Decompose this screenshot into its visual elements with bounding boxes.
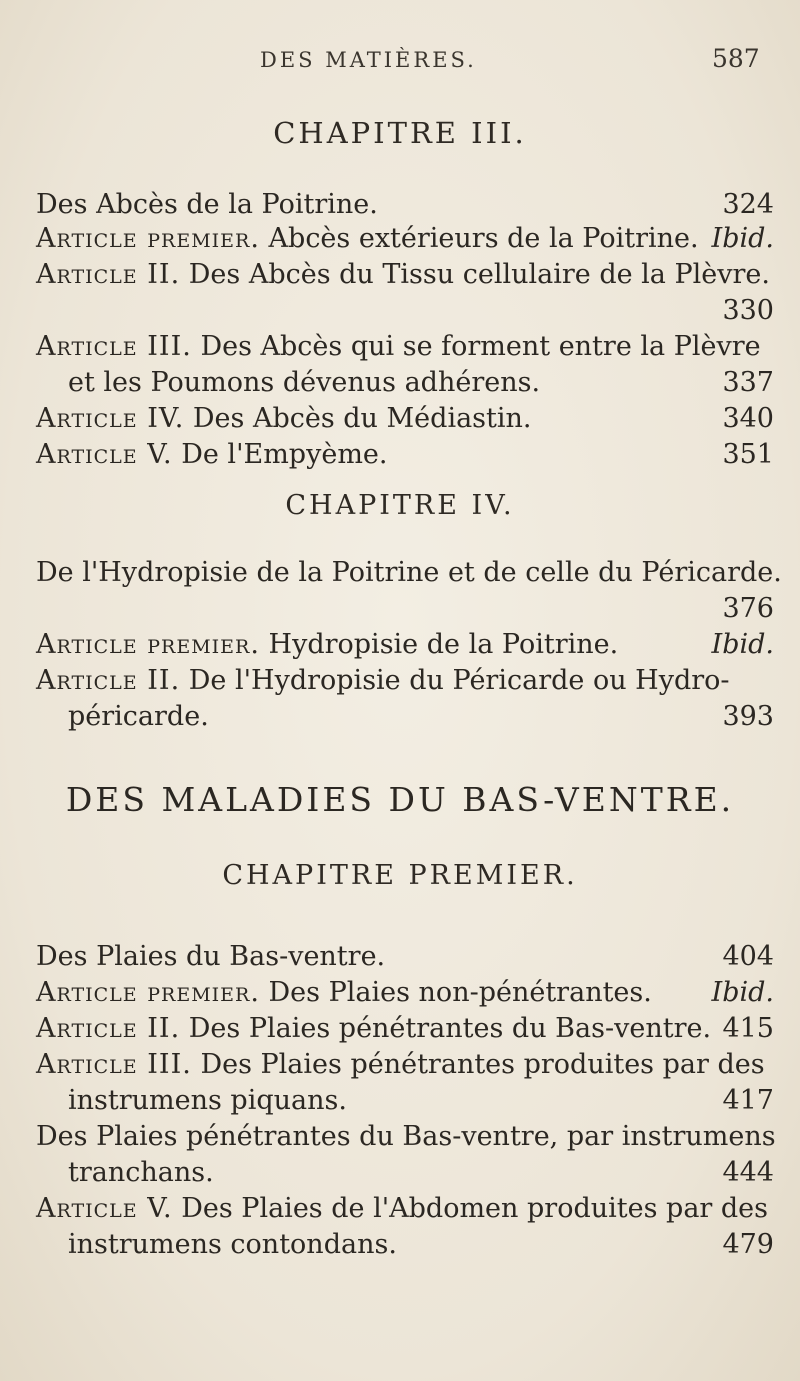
toc-entry-page: 351 [722, 439, 774, 470]
toc-entry[interactable] [36, 188, 774, 222]
article-label: Article premier. [36, 629, 260, 660]
toc-entry-text: tranchans. [68, 1157, 214, 1188]
toc-entry-text: Des Plaies du Bas-ventre. [36, 941, 386, 972]
toc-entry[interactable] [36, 1048, 774, 1082]
toc-entry-continuation[interactable] [68, 1156, 774, 1190]
toc-entry-text: Abcès extérieurs de la Poitrine. [268, 223, 699, 254]
toc-entry[interactable] [36, 976, 774, 1010]
toc-entry-text: Des Abcès qui se forment entre la Plèvre [200, 331, 761, 362]
toc-entry[interactable] [36, 1192, 774, 1226]
page-number: 587 [712, 44, 760, 73]
toc-entry-continuation[interactable] [68, 366, 774, 400]
toc-entry-text: instrumens contondans. [68, 1229, 397, 1260]
article-label: Article V. [36, 1193, 173, 1224]
toc-entry-page: Ibid. [711, 629, 774, 660]
toc-entry-text: Des Plaies non-pénétrantes. [268, 977, 652, 1008]
article-label: Article II. [36, 1013, 181, 1044]
toc-entry-page: 393 [722, 701, 774, 732]
article-label: Article II. [36, 259, 181, 290]
toc-entry-text: Des Abcès du Médiastin. [192, 403, 532, 434]
toc-entry-page: 324 [722, 189, 774, 220]
article-label: Article IV. [36, 403, 185, 434]
toc-entry[interactable] [36, 628, 774, 662]
toc-entry-text: Des Plaies de l'Abdomen produites par des [181, 1193, 769, 1224]
toc-entry-page: 340 [722, 403, 774, 434]
toc-entry[interactable] [36, 438, 774, 472]
toc-entry-text: Des Plaies pénétrantes du Bas-ventre, par instrumens [36, 1121, 776, 1152]
toc-entry-text: et les Poumons dévenus adhérens. [68, 367, 541, 398]
toc-entry[interactable] [36, 556, 782, 590]
toc-entry-page: 444 [722, 1157, 774, 1188]
toc-entry[interactable] [36, 1012, 774, 1046]
toc-entry-text: Des Plaies pénétrantes produites par des [200, 1049, 765, 1080]
article-label: Article V. [36, 439, 173, 470]
article-label: Article premier. [36, 977, 260, 1008]
toc-entry[interactable] [36, 222, 774, 256]
article-label: Article III. [36, 331, 192, 362]
chapter-3-heading: CHAPITRE III. [273, 116, 527, 150]
toc-entry-text: De l'Empyème. [181, 439, 388, 470]
toc-entry-text: De l'Hydropisie de la Poitrine et de celle du Péricarde. [36, 557, 782, 588]
toc-entry[interactable] [36, 330, 774, 364]
chapter-1-heading: CHAPITRE PREMIER. [222, 860, 578, 891]
toc-entry-page: Ibid. [711, 977, 774, 1008]
section-title: DES MALADIES DU BAS-VENTRE. [65, 780, 735, 819]
toc-entry-page: 330 [722, 295, 774, 326]
toc-entry-page: 417 [722, 1085, 774, 1116]
toc-entry-text: péricarde. [68, 701, 209, 732]
toc-entry-page: 404 [722, 941, 774, 972]
chapter-4-heading: CHAPITRE IV. [285, 490, 515, 521]
toc-entry-page: 337 [722, 367, 774, 398]
toc-entry-page: 415 [722, 1013, 774, 1044]
toc-entry-text: instrumens piquans. [68, 1085, 347, 1116]
toc-entry[interactable] [36, 1120, 774, 1154]
toc-entry-text: De l'Hydropisie du Péricarde ou Hydro- [188, 665, 730, 696]
toc-entry[interactable] [36, 940, 774, 974]
toc-entry[interactable] [36, 664, 774, 698]
toc-entry-continuation[interactable] [68, 700, 774, 734]
toc-entry-page: 376 [722, 593, 774, 624]
toc-entry-text: Des Abcès de la Poitrine. [36, 189, 378, 220]
toc-entry-page: 479 [722, 1229, 774, 1260]
toc-entry-text: Des Plaies pénétrantes du Bas-ventre. [188, 1013, 712, 1044]
toc-entry-continuation[interactable] [68, 1228, 774, 1262]
running-head: DES MATIÈRES. [260, 48, 477, 72]
article-label: Article premier. [36, 223, 260, 254]
toc-entry-text: Hydropisie de la Poitrine. [268, 629, 619, 660]
toc-entry[interactable] [36, 402, 774, 436]
article-label: Article II. [36, 665, 181, 696]
toc-entry-text: Des Abcès du Tissu cellulaire de la Plèvre. [188, 259, 770, 290]
toc-entry-page: Ibid. [711, 223, 774, 254]
article-label: Article III. [36, 1049, 192, 1080]
toc-entry[interactable] [36, 258, 774, 292]
toc-entry-continuation[interactable] [68, 1084, 774, 1118]
